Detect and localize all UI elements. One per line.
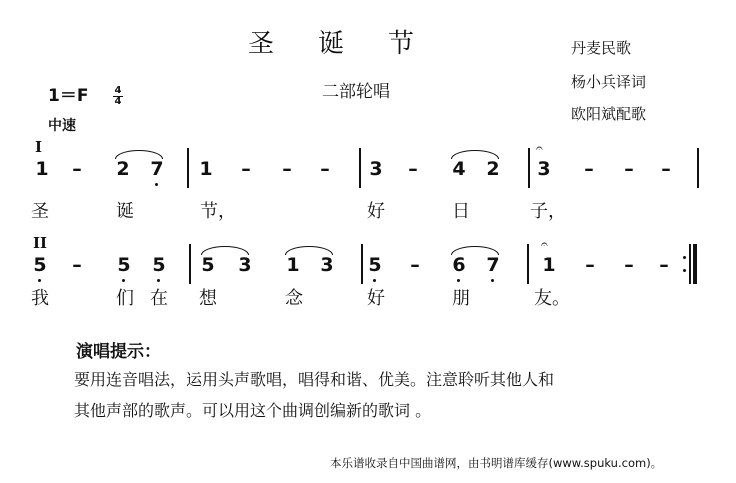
note: 7 (150, 158, 164, 180)
note-dash: – (241, 158, 251, 180)
fermata-icon: 𝄐 (536, 141, 543, 155)
part-label-1: I (35, 138, 43, 156)
lyric: 们 (116, 288, 134, 309)
note: 2 (486, 158, 500, 180)
tips-line-1: 要用连音唱法，运用头声歌唱，唱得和谐、优美。注意聆听其他人和 (74, 370, 555, 389)
source-footer: 本乐谱收录自中国曲谱网，由书明谱库缓存(www.spuku.com)。 (330, 456, 663, 470)
tempo-marking: 中速 (48, 118, 76, 134)
low-dot (491, 279, 494, 282)
note: 3 (537, 158, 551, 180)
lyric: 子， (530, 201, 566, 222)
note: 5 (368, 254, 382, 276)
note-dash: – (659, 254, 669, 276)
note-dash: – (320, 158, 330, 180)
part-label-2: II (33, 234, 48, 252)
lyric: 念 (285, 288, 303, 309)
fermata-icon: 𝄐 (541, 237, 548, 251)
lyric: 我 (31, 288, 49, 309)
note: 5 (33, 254, 47, 276)
slur (201, 246, 249, 255)
barline (527, 244, 529, 284)
low-dot (457, 279, 460, 282)
barline (359, 148, 361, 188)
lyric: 节， (200, 201, 236, 222)
note: 3 (238, 254, 252, 276)
final-barline-thin (689, 244, 691, 284)
barline (361, 244, 363, 284)
note: 4 (452, 158, 466, 180)
note: 1 (199, 158, 213, 180)
low-dot (122, 279, 125, 282)
note-dash: – (624, 158, 634, 180)
tips-heading: 演唱提示： (76, 342, 161, 362)
lyric: 好 (367, 288, 385, 309)
lyric: 朋 (452, 288, 470, 309)
low-dot (38, 279, 41, 282)
time-signature: 4 4 (114, 85, 122, 107)
lyric: 诞 (116, 201, 134, 222)
note: 5 (152, 254, 166, 276)
note-dash: – (72, 158, 82, 180)
repeat-dot (683, 269, 686, 272)
slur (115, 150, 163, 159)
note-dash: – (282, 158, 292, 180)
slur (285, 246, 333, 255)
lyric: 想 (199, 288, 217, 309)
barline (528, 148, 530, 188)
note-dash: – (624, 254, 634, 276)
lyric: 在 (150, 288, 168, 309)
note-dash: – (584, 158, 594, 180)
barline (189, 244, 191, 284)
lyric: 友。 (534, 288, 570, 309)
slur (451, 246, 499, 255)
lyric: 好 (367, 201, 385, 222)
repeat-dot (683, 256, 686, 259)
note: 5 (201, 254, 215, 276)
final-barline-thick (693, 244, 697, 284)
barline (697, 148, 699, 188)
note: 3 (320, 254, 334, 276)
credit-origin: 丹麦民歌 (571, 39, 632, 57)
barline (187, 148, 189, 188)
lyric: 日 (452, 201, 470, 222)
subtitle: 二部轮唱 (322, 82, 390, 102)
note: 7 (486, 254, 500, 276)
note: 1 (286, 254, 300, 276)
note: 1 (35, 158, 49, 180)
note-dash: – (72, 254, 82, 276)
credit-arranger: 欧阳斌配歌 (571, 105, 647, 123)
low-dot (373, 279, 376, 282)
note: 5 (117, 254, 131, 276)
song-title: 圣诞节 (248, 29, 459, 59)
low-dot (157, 279, 160, 282)
note-dash: – (661, 158, 671, 180)
note: 3 (369, 158, 383, 180)
note: 1 (542, 254, 556, 276)
low-dot (155, 183, 158, 186)
note-dash: – (408, 158, 418, 180)
key-signature: 1＝F (48, 86, 89, 106)
note: 2 (116, 158, 130, 180)
tips-line-2: 其他声部的歌声。可以用这个曲调创编新的歌词 。 (74, 401, 432, 420)
note: 6 (452, 254, 466, 276)
credit-lyrics: 杨小兵译词 (571, 73, 647, 91)
note-dash: – (585, 254, 595, 276)
note-dash: – (410, 254, 420, 276)
lyric: 圣 (31, 201, 49, 222)
slur (451, 150, 499, 159)
